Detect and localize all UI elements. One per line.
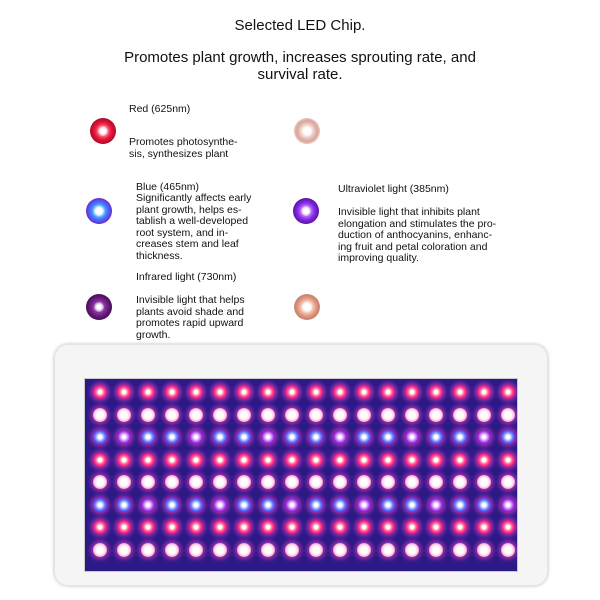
led-chip — [453, 408, 467, 422]
led-chip — [93, 520, 107, 534]
led-chip — [213, 543, 227, 557]
led-chip — [261, 430, 275, 444]
led-chip — [165, 498, 179, 512]
led-chip — [309, 385, 323, 399]
led-chip — [285, 430, 299, 444]
led-chip — [453, 453, 467, 467]
led-chip — [405, 408, 419, 422]
led-chip — [141, 430, 155, 444]
led-chip — [309, 520, 323, 534]
led-chip — [309, 475, 323, 489]
led-chip — [333, 385, 347, 399]
led-chip — [285, 475, 299, 489]
led-chip — [333, 408, 347, 422]
led-chip — [405, 543, 419, 557]
led-chip — [285, 453, 299, 467]
led-chip — [405, 498, 419, 512]
led-chip — [453, 385, 467, 399]
led-chip — [165, 430, 179, 444]
led-chip — [501, 475, 515, 489]
infrared-led-chip-icon — [86, 294, 112, 320]
led-chip — [285, 385, 299, 399]
led-chip — [261, 498, 275, 512]
led-chip — [381, 385, 395, 399]
led-chip — [381, 520, 395, 534]
led-board — [84, 378, 518, 572]
led-chip — [285, 520, 299, 534]
full-spectrum-led-chip-icon — [294, 294, 320, 320]
led-chip — [357, 475, 371, 489]
led-chip — [501, 430, 515, 444]
led-chip — [429, 408, 443, 422]
description-line: elongation and stimulates the pro- — [338, 217, 497, 230]
led-chip — [405, 520, 419, 534]
led-chip — [165, 408, 179, 422]
led-chip — [333, 475, 347, 489]
led-chip — [141, 475, 155, 489]
page-title: Selected LED Chip. — [234, 17, 366, 34]
description-line: Invisible light that inhibits plant — [338, 206, 480, 218]
led-chip — [477, 408, 491, 422]
led-chip — [405, 430, 419, 444]
led-chip — [333, 453, 347, 467]
led-chip — [189, 498, 203, 512]
led-chip — [213, 520, 227, 534]
led-chip — [309, 498, 323, 512]
led-chip — [405, 453, 419, 467]
description-line: plants avoid shade and — [136, 305, 244, 318]
led-chip — [381, 453, 395, 467]
led-chip — [477, 520, 491, 534]
description-line: plant growth, helps es- — [136, 203, 242, 216]
led-chip — [189, 430, 203, 444]
led-chip — [477, 385, 491, 399]
led-chip — [333, 498, 347, 512]
led-chip — [141, 408, 155, 422]
led-chip — [237, 385, 251, 399]
led-chip — [405, 385, 419, 399]
led-chip — [93, 453, 107, 467]
led-chip — [429, 430, 443, 444]
led-chip — [309, 453, 323, 467]
led-chip — [381, 408, 395, 422]
led-chip — [453, 430, 467, 444]
led-chip — [237, 430, 251, 444]
led-chip — [357, 498, 371, 512]
description-line: growth. — [136, 328, 171, 341]
led-chip — [501, 408, 515, 422]
led-chip — [429, 385, 443, 399]
led-chip — [501, 498, 515, 512]
led-chip — [141, 385, 155, 399]
led-chip — [309, 543, 323, 557]
led-chip — [357, 408, 371, 422]
led-chip — [213, 385, 227, 399]
description-line: sis, synthesizes plant — [129, 147, 229, 160]
led-chip — [453, 475, 467, 489]
led-chip — [141, 453, 155, 467]
subtitle-line: survival rate. — [257, 66, 343, 83]
led-chip — [261, 543, 275, 557]
led-chip — [93, 543, 107, 557]
led-chip — [213, 453, 227, 467]
led-chip — [237, 543, 251, 557]
led-chip — [429, 498, 443, 512]
led-chip — [477, 498, 491, 512]
led-chip — [213, 430, 227, 444]
page-subtitle — [100, 49, 500, 83]
led-chip — [165, 385, 179, 399]
led-chip — [141, 543, 155, 557]
led-chip — [357, 453, 371, 467]
description-line: ing fruit and petal coloration and — [338, 240, 488, 253]
led-chip — [453, 520, 467, 534]
led-chip — [117, 520, 131, 534]
ultraviolet-led-chip-icon — [293, 198, 319, 224]
led-chip — [117, 385, 131, 399]
led-chip — [309, 408, 323, 422]
led-chip — [93, 385, 107, 399]
led-chip — [117, 543, 131, 557]
red-chip-label: Red (625nm) — [129, 103, 191, 115]
led-chip — [501, 453, 515, 467]
subtitle-line: Promotes plant growth, increases sprouting rate, and — [124, 49, 476, 66]
led-chip — [93, 408, 107, 422]
led-chip — [333, 520, 347, 534]
led-chip — [189, 475, 203, 489]
led-chip — [309, 430, 323, 444]
description-line: duction of anthocyanins, enhanc- — [338, 229, 493, 241]
infrared-chip-label: Infrared light (730nm) — [136, 271, 237, 283]
led-chip — [333, 543, 347, 557]
led-chip — [381, 475, 395, 489]
led-chip — [117, 475, 131, 489]
led-chip — [429, 453, 443, 467]
led-chip — [429, 475, 443, 489]
led-chip — [285, 543, 299, 557]
led-chip — [357, 430, 371, 444]
led-chip — [165, 543, 179, 557]
led-chip — [477, 543, 491, 557]
led-chip — [93, 430, 107, 444]
led-chip — [501, 385, 515, 399]
led-chip — [93, 475, 107, 489]
led-chip — [477, 475, 491, 489]
led-chip — [477, 430, 491, 444]
led-chip — [189, 520, 203, 534]
led-chip — [477, 453, 491, 467]
description-line: Invisible light that helps — [136, 294, 245, 306]
full-spectrum-led-chip-icon — [294, 118, 320, 144]
blue-chip-label: Blue (465nm) — [136, 181, 200, 193]
led-grow-light-panel — [54, 344, 548, 586]
led-chip — [261, 385, 275, 399]
led-chip — [117, 453, 131, 467]
led-chip — [261, 408, 275, 422]
description-line: Significantly affects early — [136, 192, 252, 204]
blue-chip-description — [136, 193, 251, 262]
red-led-chip-icon — [90, 118, 116, 144]
led-chip — [357, 543, 371, 557]
led-chip — [117, 498, 131, 512]
led-chip — [237, 453, 251, 467]
led-chip — [117, 408, 131, 422]
description-line: thickness. — [136, 249, 183, 262]
led-chip — [429, 520, 443, 534]
led-chip — [501, 543, 515, 557]
led-chip — [237, 498, 251, 512]
led-chip — [333, 430, 347, 444]
led-chip — [357, 385, 371, 399]
led-chip — [285, 498, 299, 512]
led-chip — [285, 408, 299, 422]
led-chip — [237, 408, 251, 422]
led-chip — [453, 498, 467, 512]
led-chip — [93, 498, 107, 512]
led-chip — [237, 475, 251, 489]
led-chip — [189, 408, 203, 422]
description-line: promotes rapid upward — [136, 317, 244, 329]
led-chip — [213, 498, 227, 512]
red-chip-description — [129, 137, 238, 160]
ultraviolet-chip-label: Ultraviolet light (385nm) — [338, 183, 449, 195]
infrared-chip-description — [136, 295, 245, 341]
led-chip — [357, 520, 371, 534]
led-chip — [165, 520, 179, 534]
led-chip — [213, 408, 227, 422]
led-chip — [189, 453, 203, 467]
led-chip — [429, 543, 443, 557]
led-chip — [453, 543, 467, 557]
led-chip — [381, 430, 395, 444]
description-line: creases stem and leaf — [136, 238, 239, 250]
led-chip — [189, 543, 203, 557]
led-chip — [189, 385, 203, 399]
led-chip — [381, 498, 395, 512]
led-chip — [501, 520, 515, 534]
blue-led-chip-icon — [86, 198, 112, 224]
led-chip — [381, 543, 395, 557]
description-line: tablish a well-developed — [136, 215, 249, 227]
description-line: root system, and in- — [136, 226, 229, 239]
led-chip — [165, 475, 179, 489]
led-chip — [117, 430, 131, 444]
led-chip — [261, 475, 275, 489]
led-chip — [237, 520, 251, 534]
led-chip — [261, 453, 275, 467]
led-chip — [213, 475, 227, 489]
led-chip — [261, 520, 275, 534]
description-line: improving quality. — [338, 252, 419, 264]
led-chip — [405, 475, 419, 489]
description-line: Promotes photosynthe- — [129, 136, 238, 148]
led-chip — [165, 453, 179, 467]
led-chip — [141, 498, 155, 512]
ultraviolet-chip-description — [338, 207, 496, 265]
led-chip — [141, 520, 155, 534]
